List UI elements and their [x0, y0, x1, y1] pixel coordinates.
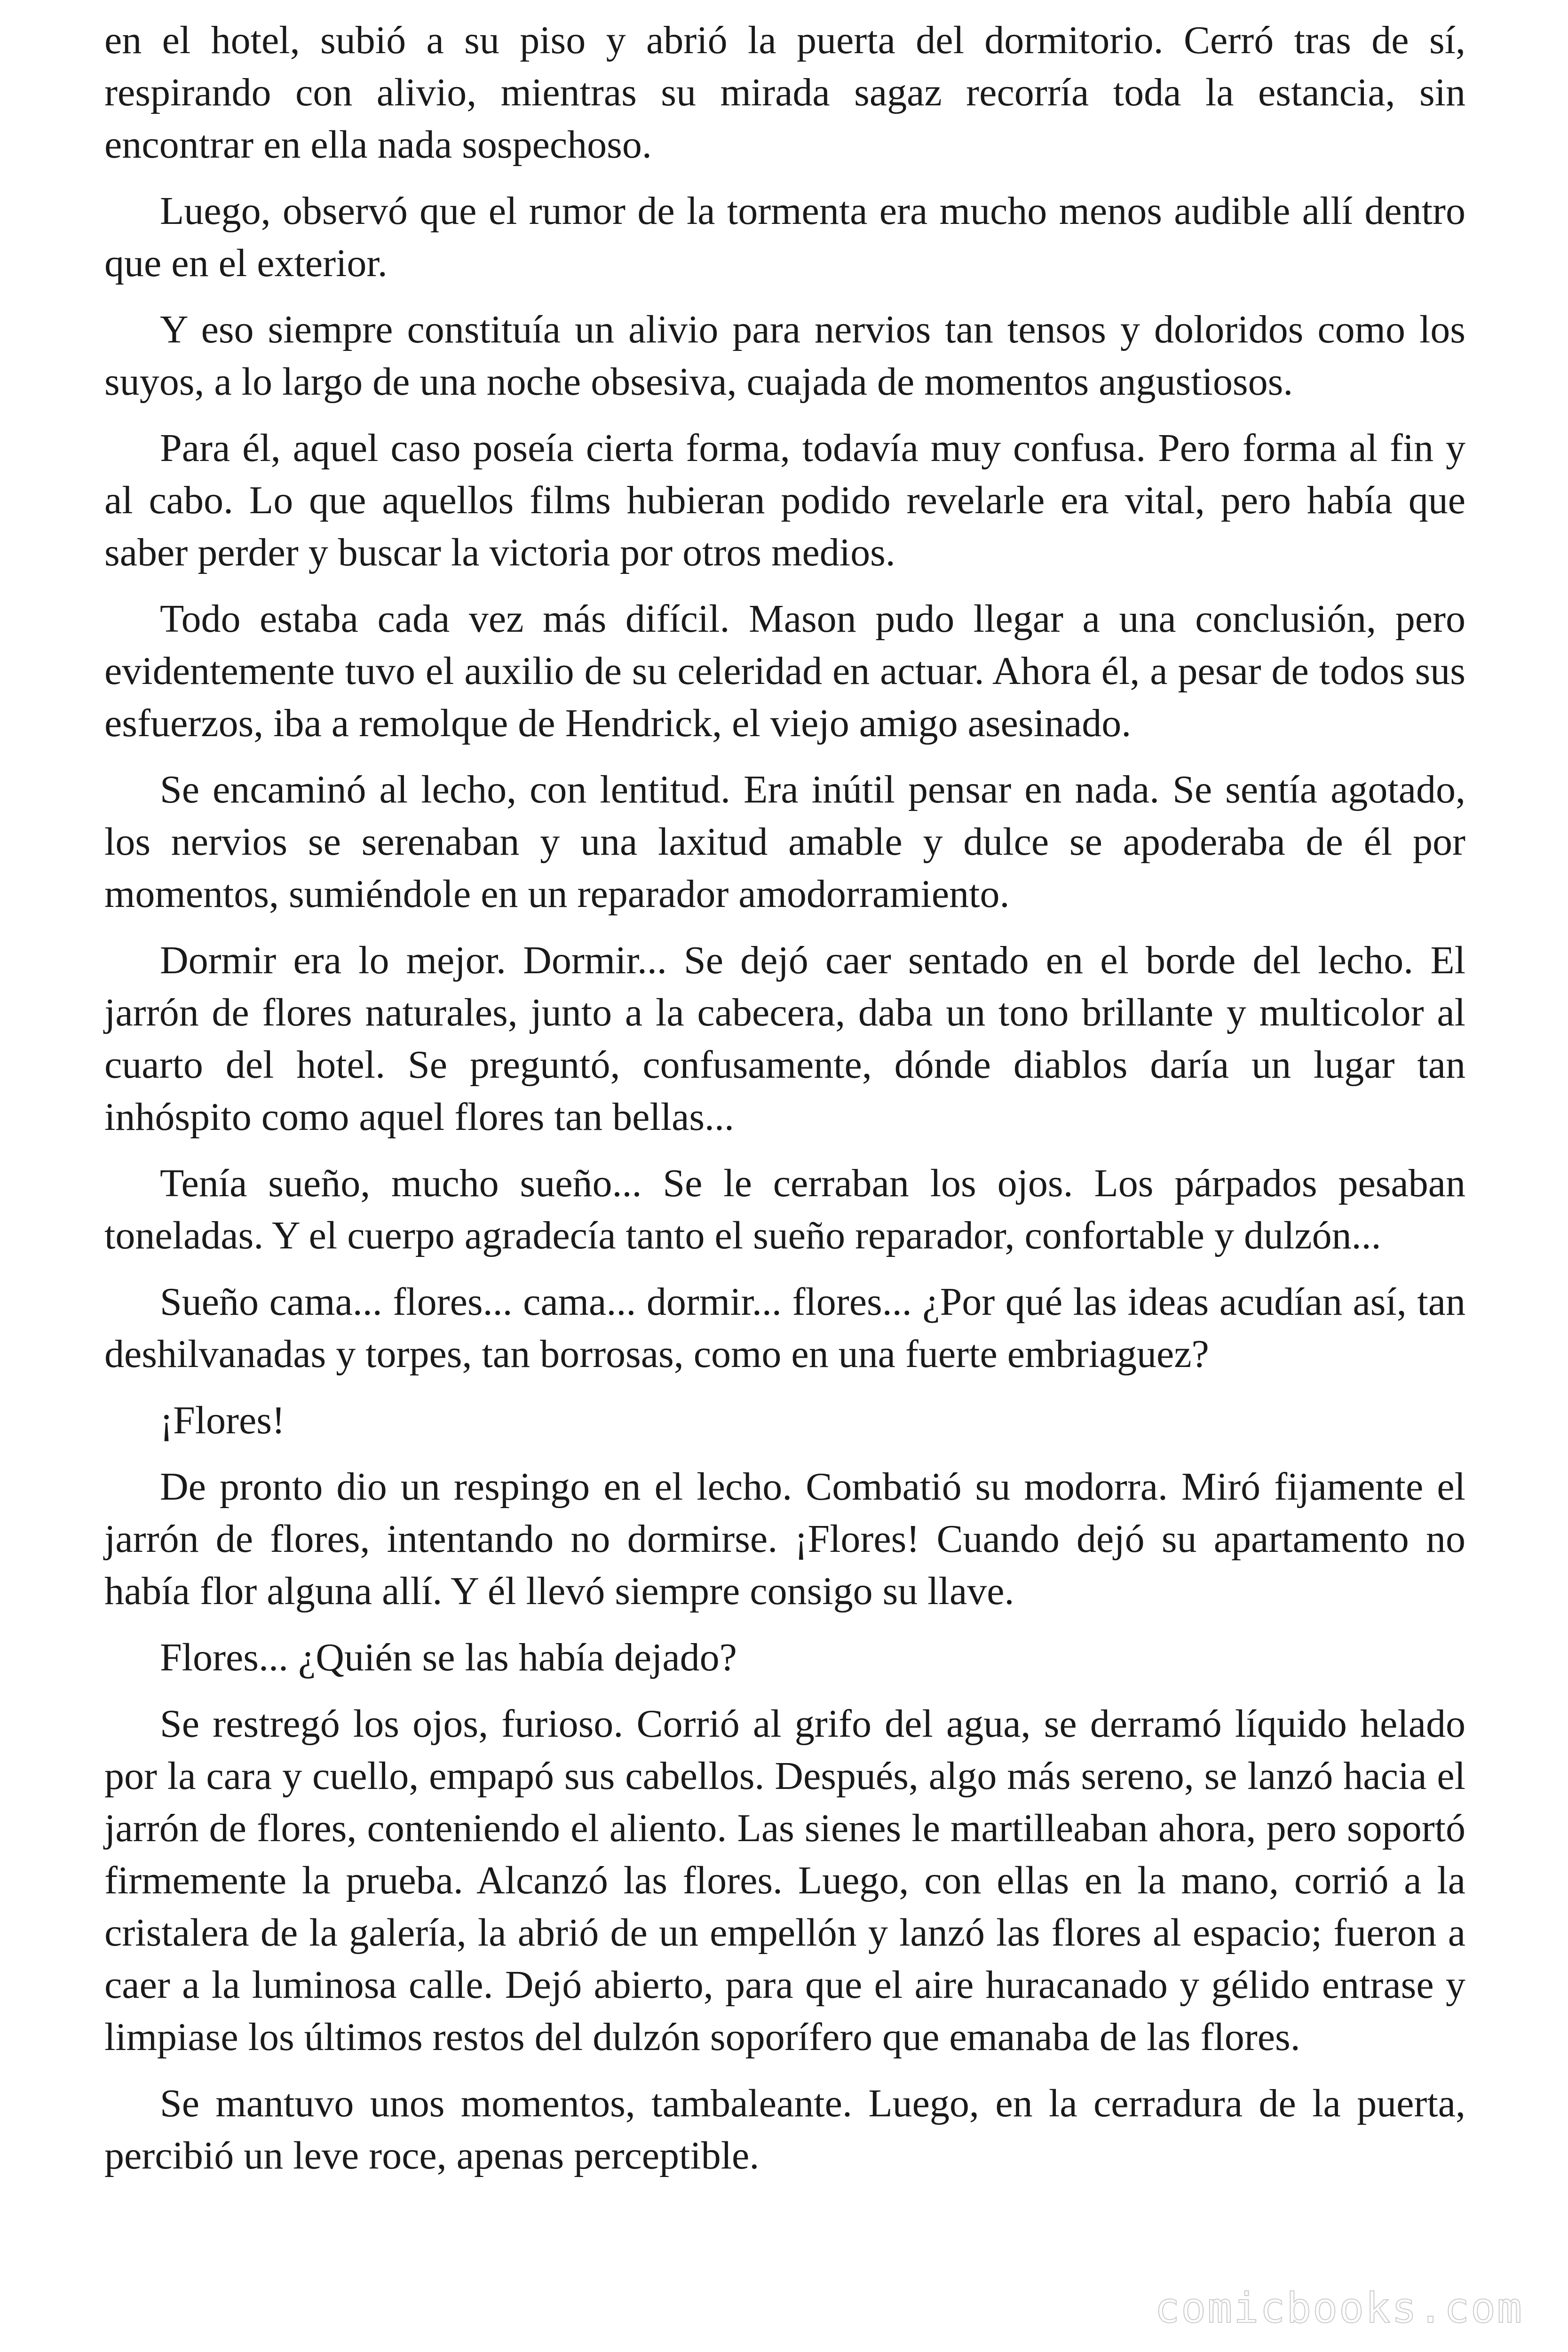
- paragraph-3: Y eso siempre constituía un alivio para nervios tan tensos y doloridos como los suyos, a lo largo de una noche obsesiva, cuajada de momentos angustiosos.: [104, 308, 1465, 404]
- page-body-text: [104, 14, 1465, 2196]
- paragraph-10: ¡Flores!: [160, 1398, 285, 1442]
- paragraph-13: Se restregó los ojos, furioso. Corrió al grifo del agua, se derramó líquido helado por la cara y cuello, empapó sus cabellos. Después, algo más sereno, se lanzó hacia el jarrón de flores, conteniendo el aliento. Las sienes le martilleaban ahora, pero soportó firmemente la prueba. Alcanzó las flores. Luego, con ellas en la mano, corrió a la cristalera de la galería, la abrió de un empellón y lanzó las flores al espacio; fueron a caer a la luminosa calle. Dejó abierto, para que el aire huracanado y gélido entrase y limpiase los últimos restos del dulzón soporífero que emanaba de las flores.: [104, 1702, 1465, 2059]
- paragraph-9: Sueño cama... flores... cama... dormir... flores... ¿Por qué las ideas acudían así, tan deshilvanadas y torpes, tan borrosas, como en una fuerte embriaguez?: [104, 1280, 1465, 1376]
- paragraph-5: Todo estaba cada vez más difícil. Mason pudo llegar a una conclusión, pero evidentemente tuvo el auxilio de su celeridad en actuar. Ahora él, a pesar de todos sus esfuerzos, iba a remolque de Hendrick, el viejo amigo asesinado.: [104, 597, 1465, 745]
- paragraph-11: De pronto dio un respingo en el lecho. Combatió su modorra. Miró fijamente el jarrón de flores, intentando no dormirse. ¡Flores! Cuando dejó su apartamento no había flor alguna allí. Y él llevó siempre consigo su llave.: [104, 1465, 1465, 1613]
- paragraph-1: en el hotel, subió a su piso y abrió la puerta del dormitorio. Cerró tras de sí, respirando con alivio, mientras su mirada sagaz recorría toda la estancia, sin encontrar en ella nada sospechoso.: [104, 18, 1465, 167]
- paragraph-14: Se mantuvo unos momentos, tambaleante. Luego, en la cerradura de la puerta, percibió un leve roce, apenas perceptible.: [104, 2082, 1465, 2177]
- paragraph-7: Dormir era lo mejor. Dormir... Se dejó caer sentado en el borde del lecho. El jarrón de flores naturales, junto a la cabecera, daba un tono brillante y multicolor al cuarto del hotel. Se preguntó, confusamente, dónde diablos daría un lugar tan inhóspito como aquel flores tan bellas...: [104, 938, 1465, 1139]
- paragraph-8: Tenía sueño, mucho sueño... Se le cerraban los ojos. Los párpados pesaban toneladas. Y el cuerpo agradecía tanto el sueño reparador, confortable y dulzón...: [104, 1161, 1465, 1257]
- paragraph-12: Flores... ¿Quién se las había dejado?: [160, 1636, 737, 1679]
- paragraph-4: Para él, aquel caso poseía cierta forma, todavía muy confusa. Pero forma al fin y al cabo. Lo que aquellos films hubieran podido revelarle era vital, pero había que saber perder y buscar la victoria por otros medios.: [104, 426, 1465, 574]
- watermark: comicbooks.com: [1155, 2284, 1523, 2332]
- paragraph-2: Luego, observó que el rumor de la tormenta era mucho menos audible allí dentro que en el exterior.: [104, 189, 1465, 285]
- paragraph-6: Se encaminó al lecho, con lentitud. Era inútil pensar en nada. Se sentía agotado, los nervios se serenaban y una laxitud amable y dulce se apoderaba de él por momentos, sumiéndole en un reparador amodorramiento.: [104, 768, 1465, 916]
